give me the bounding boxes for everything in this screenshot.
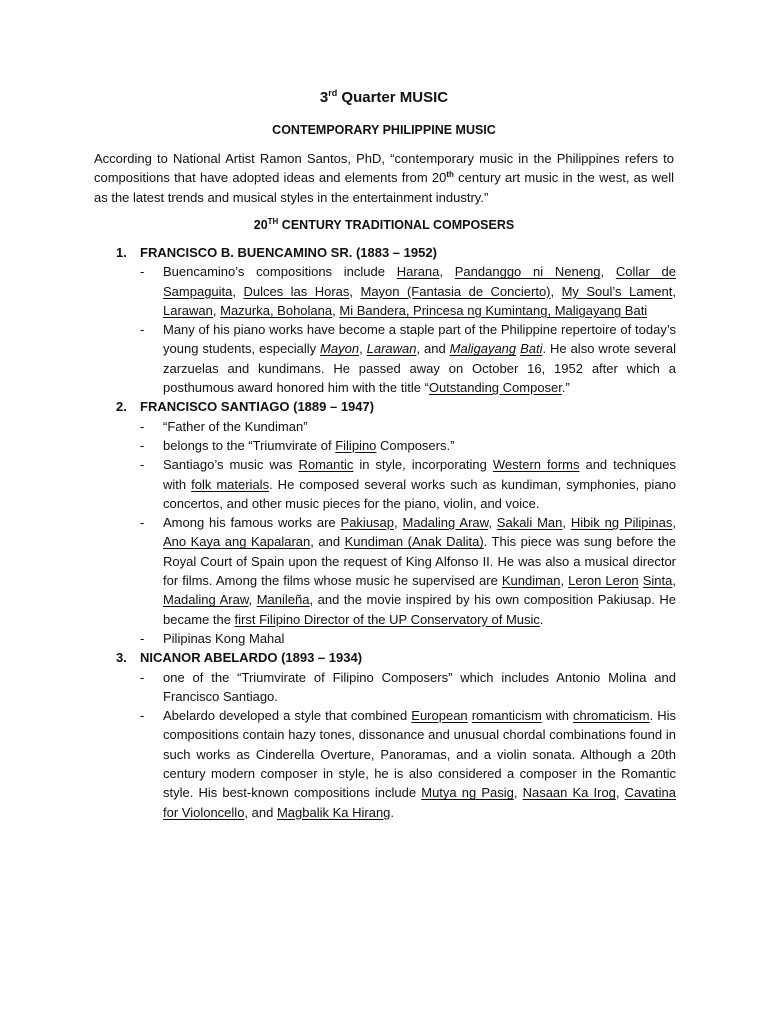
section-heading — [0, 216, 768, 234]
composer-points — [140, 668, 676, 822]
bullet-text: .” — [561, 380, 570, 396]
dash-bullet-icon: - — [140, 630, 145, 646]
bullet-text: Composers.” — [376, 437, 455, 453]
dash-bullet-icon: - — [140, 515, 145, 531]
bullet-text: , — [672, 573, 676, 589]
bullet-text: , — [600, 264, 616, 280]
bullet-text: , — [560, 573, 569, 589]
underlined-term: Magbalik Ka Hirang — [276, 804, 391, 820]
bullet-text: , — [349, 283, 361, 299]
bullet-text: Among his famous works are — [163, 515, 341, 531]
composer-points — [140, 417, 676, 649]
underlined-term: Ano Kaya ang Kapalaran — [163, 534, 311, 550]
composer-number: 2. — [116, 399, 127, 415]
document-subtitle: CONTEMPORARY PHILIPPINE MUSIC — [272, 123, 496, 137]
bullet-text: Many of his piano works have become a staple part of the Philippine repertoire of today’s young students, especially — [163, 322, 676, 357]
underlined-term: Romantic — [298, 457, 354, 473]
bullet-point — [140, 455, 676, 513]
underlined-term: Kundiman — [501, 573, 561, 589]
bullet-text: , — [359, 341, 367, 357]
bullet-text: , — [513, 785, 523, 801]
bullet-point — [140, 262, 676, 320]
dash-bullet-icon: - — [140, 322, 145, 338]
bullet-text: . — [539, 611, 544, 627]
underlined-term: Mayon (Fantasia de Concierto) — [360, 283, 551, 299]
bullet-text: belongs to the “Triumvirate of — [163, 437, 336, 453]
composer-number: 1. — [116, 245, 127, 260]
bullet-text: , — [332, 302, 340, 318]
underlined-term: Mazurka, Boholana — [220, 302, 333, 318]
bullet-text: . He also wrote several zarzuelas and kundimans. He passed away on October 16, 1952 after which a posthumous award honored him with the title “ — [163, 341, 676, 396]
underlined-term: My Soul’s Lament — [561, 283, 673, 299]
dash-bullet-icon: - — [140, 264, 145, 280]
bullet-point — [140, 668, 676, 707]
bullet-text: , — [672, 283, 676, 299]
underlined-term: Dulces las Horas — [243, 283, 350, 299]
composer-points — [140, 262, 676, 397]
dash-bullet-icon: - — [140, 457, 145, 473]
underlined-term: Sinta — [642, 573, 673, 589]
composer-item — [94, 397, 676, 648]
bullet-text: , and — [416, 341, 450, 357]
composer-item — [94, 243, 676, 397]
bullet-text: Abelardo developed a style that combined — [163, 708, 412, 724]
underlined-term: Manileña — [256, 592, 310, 608]
document-title — [0, 88, 768, 108]
bullet-text: , — [562, 515, 571, 531]
bullet-text: , — [488, 515, 497, 531]
bullet-text: and techniques with — [163, 457, 677, 492]
bullet-text: , and — [310, 534, 345, 550]
underlined-term: Sakali Man — [496, 515, 563, 531]
bullet-text: Buencamino’s compositions include — [163, 264, 397, 280]
bullet-point — [140, 320, 676, 397]
bullet-text: , and — [244, 804, 277, 820]
composer-number: 3. — [116, 650, 127, 666]
underlined-term: Collar de Sampaguita — [163, 264, 676, 299]
underlined-term: romanticism — [471, 708, 542, 724]
composer-list — [94, 243, 676, 822]
underlined-term: Madaling Araw — [163, 592, 249, 608]
bullet-text: with — [541, 708, 573, 724]
bullet-text: , and the movie inspired by his own composition Pakiusap. He became the — [163, 592, 676, 627]
bullet-text: one of the “Triumvirate of Filipino Composers” which includes Antonio Molina and Francisco Santiago. — [163, 669, 676, 704]
underlined-term: Leron Leron — [568, 573, 639, 589]
bullet-text: “Father of the Kundiman” — [163, 418, 308, 434]
underlined-term: Mi Bandera, Princesa ng Kumintang, Maligayang Bati — [339, 302, 648, 318]
bullet-text: . — [390, 804, 395, 820]
underlined-term: Mutya ng Pasig — [421, 785, 514, 801]
title-text: Quarter MUSIC — [337, 89, 449, 106]
intro-text-part2: century art music in the west, as well as the latest trends and musical styles in the entertainment industry.” — [94, 170, 674, 205]
bullet-text: , — [672, 515, 676, 531]
bullet-text: . He composed several works such as kundiman, symphonies, piano concertos, and other music pieces for the piano, violin, and voice. — [163, 476, 677, 511]
bullet-text: . His compositions contain hazy tones, dissonance and unusual chordal combinations found in such works as Cinderella Overture, Panoramas, and a violin sonata. Although a 20th century modern composer in style, he is also considered a composer in the Romantic style. His best-known compositions include — [163, 708, 677, 801]
title-number: 3 — [319, 89, 329, 106]
bullet-point — [140, 436, 676, 455]
bullet-text: , — [232, 283, 244, 299]
underlined-term: Cavatina for Violoncello — [163, 785, 676, 820]
bullet-point — [140, 513, 676, 629]
underlined-term: Larawan — [366, 341, 417, 357]
section-heading-number: 20 — [253, 218, 268, 232]
bullet-text: in style, incorporating — [353, 457, 493, 473]
bullet-point — [140, 706, 676, 822]
underlined-term: Madaling Araw — [402, 515, 489, 531]
bullet-text: Pilipinas Kong Mahal — [163, 630, 285, 646]
underlined-term: Harana — [396, 264, 440, 280]
bullet-text: , — [439, 264, 455, 280]
underlined-term: Pandanggo ni Neneng — [454, 264, 601, 280]
underlined-term: Maligayang — [449, 341, 517, 357]
underlined-term: Outstanding Composer — [428, 380, 562, 396]
bullet-text: . This piece was sung before the Royal Court of Spain upon the request of King Alfonso II. He was also a musical director for films. Among the films whose music he supervised are — [163, 534, 676, 589]
underlined-term: Larawan — [163, 302, 213, 318]
underlined-term: Mayon — [320, 341, 360, 357]
dash-bullet-icon: - — [140, 437, 145, 453]
underlined-term: Hibik ng Pilipinas — [570, 515, 673, 531]
underlined-term: chromaticism — [573, 708, 650, 724]
intro-text-part1: According to National Artist Ramon Santos, PhD, “contemporary music in the Philippines refers to compositions that have adopted ideas and elements from 20 — [94, 151, 674, 186]
bullet-text: , — [212, 302, 221, 318]
underlined-term: Bati — [520, 341, 543, 357]
composer-item — [94, 648, 676, 822]
dash-bullet-icon: - — [140, 708, 145, 724]
underlined-term: folk materials — [191, 476, 270, 492]
underlined-term: Pakiusap — [340, 515, 395, 531]
intro-paragraph — [94, 149, 674, 207]
underlined-term: Western forms — [492, 457, 580, 473]
composer-name: FRANCISCO SANTIAGO (1889 – 1947) — [140, 399, 375, 415]
bullet-text: , — [394, 515, 403, 531]
composer-name: FRANCISCO B. BUENCAMINO SR. (1883 – 1952) — [140, 245, 437, 260]
bullet-text: , — [550, 283, 562, 299]
underlined-term: Kundiman (Anak Dalita) — [344, 534, 484, 550]
underlined-term: Nasaan Ka Irog — [522, 785, 616, 801]
section-heading-text: CENTURY TRADITIONAL COMPOSERS — [278, 218, 515, 232]
bullet-point — [140, 417, 676, 436]
dash-bullet-icon: - — [140, 418, 145, 434]
underlined-term: Filipino — [335, 437, 377, 453]
section-heading-ordinal-suffix: TH — [267, 217, 279, 226]
bullet-point — [140, 629, 676, 648]
composer-name: NICANOR ABELARDO (1893 – 1934) — [140, 650, 363, 666]
dash-bullet-icon: - — [140, 669, 145, 685]
intro-ordinal-suffix: th — [446, 170, 454, 180]
underlined-term: first Filipino Director of the UP Conservatory of Music — [234, 611, 540, 627]
bullet-text: Santiago’s music was — [163, 457, 299, 473]
title-ordinal-suffix: rd — [328, 88, 338, 98]
underlined-term: European — [411, 708, 468, 724]
bullet-text: , — [248, 592, 257, 608]
bullet-text: , — [615, 785, 625, 801]
